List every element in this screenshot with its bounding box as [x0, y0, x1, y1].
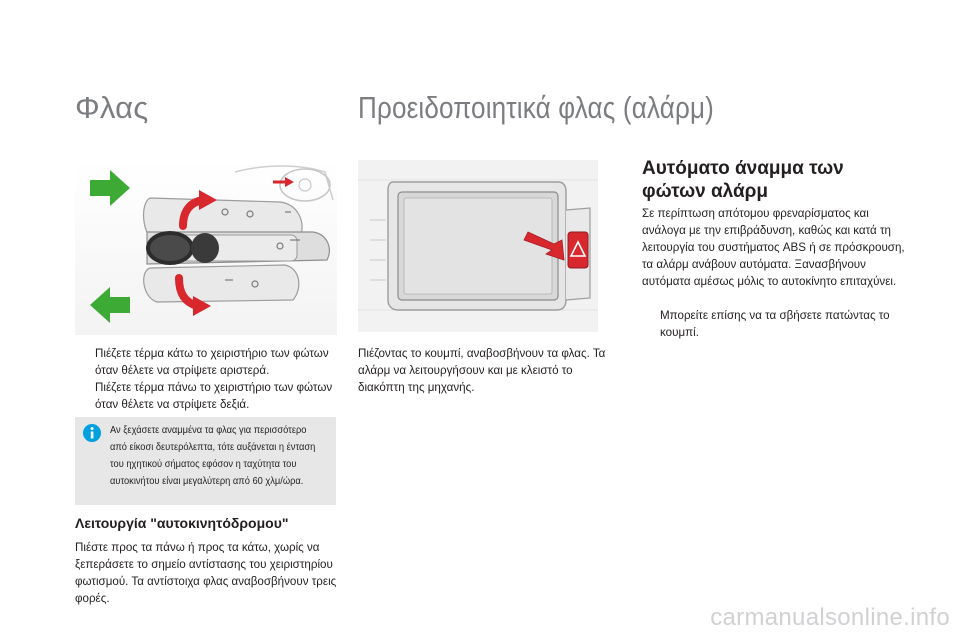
auto-hazard-text: Σε περίπτωση απότομου φρεναρίσματος και ανάλογα με την επιβράδυνση, καθώς και κατά τη λειτουργία του συστήματος ABS ή σε πρόσκρουση, τα αλάρμ ανάβουν αυτόματα. Ξανασβήνουν αυτόματα αμέσως μόλις το αυτοκίνητο επιταχύνει.: [642, 207, 905, 288]
list-item: Πιέζετε τέρμα πάνω το χειριστήριο των φώτων όταν θέλετε να στρίψετε δεξιά.: [95, 381, 333, 411]
left-turn-arrow-icon: [90, 287, 130, 323]
motorway-function-text: Πιέστε προς τα πάνω ή προς τα κάτω, χωρίς να ξεπεράσετε το σημείο αντίστασης του χειριστηρίου φωτισμού. Τα αντίστοιχα φλας αναβοσβήνουν τρεις φορές.: [75, 541, 337, 605]
list-item: Μπορείτε επίσης να τα σβήσετε πατώντας το κουμπί.: [660, 309, 890, 339]
auto-hazard-title: Αυτόματο άναμμα των φώτων αλάρμ: [642, 158, 844, 202]
info-icon: [83, 424, 101, 442]
hazard-button-caption: Πιέζοντας το κουμπί, αναβοσβήνουν τα φλας. Τα αλάρμ να λειτουργήσουν και με κλειστό το διακόπτη της μηχανής.: [358, 347, 606, 394]
right-turn-arrow-icon: [90, 170, 130, 206]
indicator-instructions: [77, 345, 339, 413]
info-note-text: Αν ξεχάσετε αναμμένα τα φλας για περισσότερο από είκοσι δευτερόλεπτα, τότε αυξάνεται η ένταση του ηχητικού σήματος εφόσον η ταχύτητα του αυτοκινήτου είναι μεγαλύτερη από 60 χλμ/ώρα.: [110, 425, 316, 487]
auto-hazard-instructions: [642, 307, 907, 341]
hazard-button-illustration: [358, 160, 598, 332]
page-title-indicators: Φλας: [75, 90, 149, 125]
list-item: Πιέζετε τέρμα κάτω το χειριστήριο των φώτων όταν θέλετε να στρίψετε αριστερά.: [95, 347, 329, 377]
page-title-hazard-lights: Προειδοποιητικά φλας (αλάρμ): [358, 90, 714, 125]
watermark: carmanualsonline.info: [710, 604, 950, 631]
info-note-box: [75, 417, 336, 505]
motorway-function-title: Λειτουργία "αυτοκινητόδρομου": [75, 515, 289, 531]
